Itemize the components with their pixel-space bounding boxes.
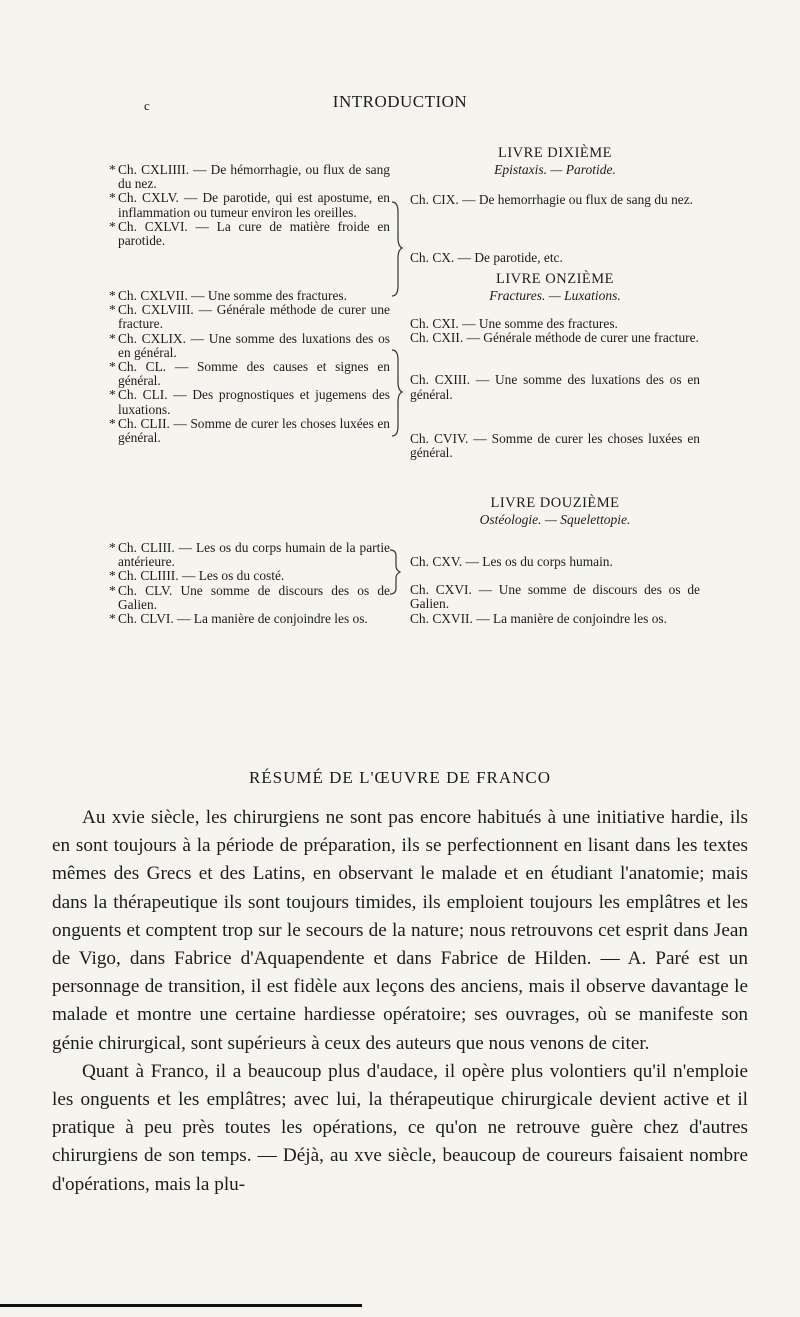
toc-entry: * Ch. CXLIX. — Une somme des luxations des os en général.	[109, 330, 390, 360]
toc-entry: * Ch. CLII. — Somme de curer les choses luxées en général.	[109, 415, 390, 446]
livre-subtitle: Ostéologie. — Squelettopie.	[479, 512, 631, 528]
livre-title: LIVRE DIXIÈME	[497, 145, 613, 161]
toc-entry: Ch. CXIII. — Une somme des luxations des os en général.	[410, 372, 700, 402]
brace-icon	[390, 200, 404, 300]
entry-text: Ch. CXLIIII. — De hémorrhagie, ou flux de sang du nez.	[118, 162, 390, 192]
brace-icon	[388, 548, 402, 596]
toc-entry: * Ch. CLI. — Des prognostiques et jugemens des luxations.	[109, 387, 390, 417]
toc-entry: * Ch. CLVI. — La manière de conjoindre les os.	[109, 611, 368, 627]
entry-text: Ch. CLI. — Des prognostiques et jugemens des luxations.	[118, 387, 390, 417]
toc-entry: Ch. CXV. — Les os du corps humain.	[410, 554, 613, 569]
right-group-1	[410, 193, 700, 265]
livre-subtitle: Epistaxis. — Parotide.	[494, 162, 616, 178]
toc-entry: * Ch. CXLIIII. — De hémorrhagie, ou flux de sang du nez.	[109, 162, 390, 192]
paragraph: Quant à Franco, il a beaucoup plus d'audace, il opère plus volontiers qu'il n'emploie les onguents et les emplâtres; avec lui, la thérapeutique chirurgicale devient active et il pratique à peu près toutes les opérations, ce qu'on ne retrouve guère chez d'autres chirurgiens de son temps. — Déjà, au xve siècle, beaucoup de coureurs faisaient nombre d'opérations, mais la plu-	[52, 1060, 748, 1195]
livre-subtitle: Fractures. — Luxations.	[489, 288, 621, 304]
entry-text: Ch. CXLVII. — Une somme des fractures.	[118, 288, 347, 303]
page-header	[0, 92, 800, 116]
left-group-2	[109, 288, 390, 446]
toc-entry: Ch. CXVII. — La manière de conjoindre les os.	[410, 610, 667, 626]
toc-entry: * Ch. CLIII. — Les os du corps humain de la partie antérieure.	[109, 540, 390, 570]
toc-entry: * Ch. CL. — Somme des causes et signes en général.	[109, 359, 390, 389]
resume-title: RÉSUMÉ DE L'ŒUVRE DE FRANCO	[248, 768, 552, 787]
entry-text: Ch. CXLIX. — Une somme des luxations des os en général.	[118, 330, 390, 360]
entry-text: Ch. CXLVI. — La cure de matière froide en parotide.	[118, 218, 390, 249]
running-title: INTRODUCTION	[332, 92, 468, 111]
entry-text: Ch. CLII. — Somme de curer les choses luxées en général.	[118, 415, 390, 446]
entry-text: Ch. CLVI. — La manière de conjoindre les os.	[118, 611, 368, 627]
toc-entry: Ch. CXII. — Générale méthode de curer une fracture.	[410, 330, 699, 346]
toc-entry: Ch. CXI. — Une somme des fractures.	[410, 316, 618, 331]
right-group-2	[410, 317, 700, 460]
page-number: c	[144, 98, 150, 113]
entry-text: Ch. CL. — Somme des causes et signes en général.	[118, 359, 390, 389]
entry-text: Ch. CLIII. — Les os du corps humain de la partie antérieure.	[118, 540, 390, 570]
toc-entry: Ch. CX. — De parotide, etc.	[410, 250, 563, 266]
entry-text: Ch. CXLV. — De parotide, qui est apostume, en inflammation ou tumeur environ les oreilles.	[118, 190, 390, 220]
toc-entry: * Ch. CXLVI. — La cure de matière froide en parotide.	[109, 218, 390, 249]
brace-icon	[390, 348, 404, 438]
livre-title: LIVRE ONZIÈME	[495, 271, 615, 287]
entry-text: Ch. CLV. Une somme de discours des os de Galien.	[118, 582, 390, 612]
toc-entry: * Ch. CLIIII. — Les os du costé.	[109, 568, 285, 584]
resume-body	[52, 804, 748, 1199]
right-group-3	[410, 555, 700, 626]
toc-entry: * Ch. CXLV. — De parotide, qui est apostume, en inflammation ou tumeur environ les oreilles.	[109, 190, 390, 220]
toc-entry: * Ch. CLV. Une somme de discours des os de Galien.	[109, 582, 390, 612]
toc-entry: * Ch. CXLVIII. — Générale méthode de curer une fracture.	[109, 302, 390, 332]
toc-entry: Ch. CXVI. — Une somme de discours des os de Galien.	[410, 582, 700, 612]
bottom-rule	[0, 1304, 362, 1307]
entry-text: Ch. CXLVIII. — Générale méthode de curer une fracture.	[118, 302, 390, 332]
livre-douzieme	[410, 496, 700, 527]
left-group-3	[109, 540, 390, 627]
toc-entry: Ch. CIX. — De hemorrhagie ou flux de sang du nez.	[410, 192, 693, 207]
left-group-1	[109, 162, 390, 249]
toc-entry: * Ch. CXLVII. — Une somme des fractures.	[109, 288, 347, 303]
entry-text: Ch. CLIIII. — Les os du costé.	[118, 568, 285, 584]
livre-onzieme	[410, 272, 700, 303]
livre-title: LIVRE DOUZIÈME	[490, 495, 620, 511]
toc-entry: Ch. CVIV. — Somme de curer les choses luxées en général.	[410, 430, 700, 461]
livre-dixieme	[410, 146, 700, 177]
paragraph: Au xvie siècle, les chirurgiens ne sont pas encore habitués à une initiative hardie, ils en sont toujours à la période de préparation, ils se perfectionnent en lisant dans les textes mêmes des Grecs et des Latins, en observant le malade et en étudiant l'anatomie; mais dans la thérapeutique ils sont toujours timides, ils emploient toujours les emplâtres et les onguents et comptent trop sur le secours de la nature; nous retrouvons cet esprit dans Jean de Vigo, dans Fabrice d'Aquapendente et dans Fabrice de Hilden. — A. Paré est un personnage de transition, il est fidèle aux leçons des anciens, mais il observe davantage le malade et montre une certaine hardiesse opératoire; ses ouvrages, où se manifeste son génie chirurgical, sont supérieurs à ceux des auteurs que nous venons de citer.	[52, 807, 748, 1054]
